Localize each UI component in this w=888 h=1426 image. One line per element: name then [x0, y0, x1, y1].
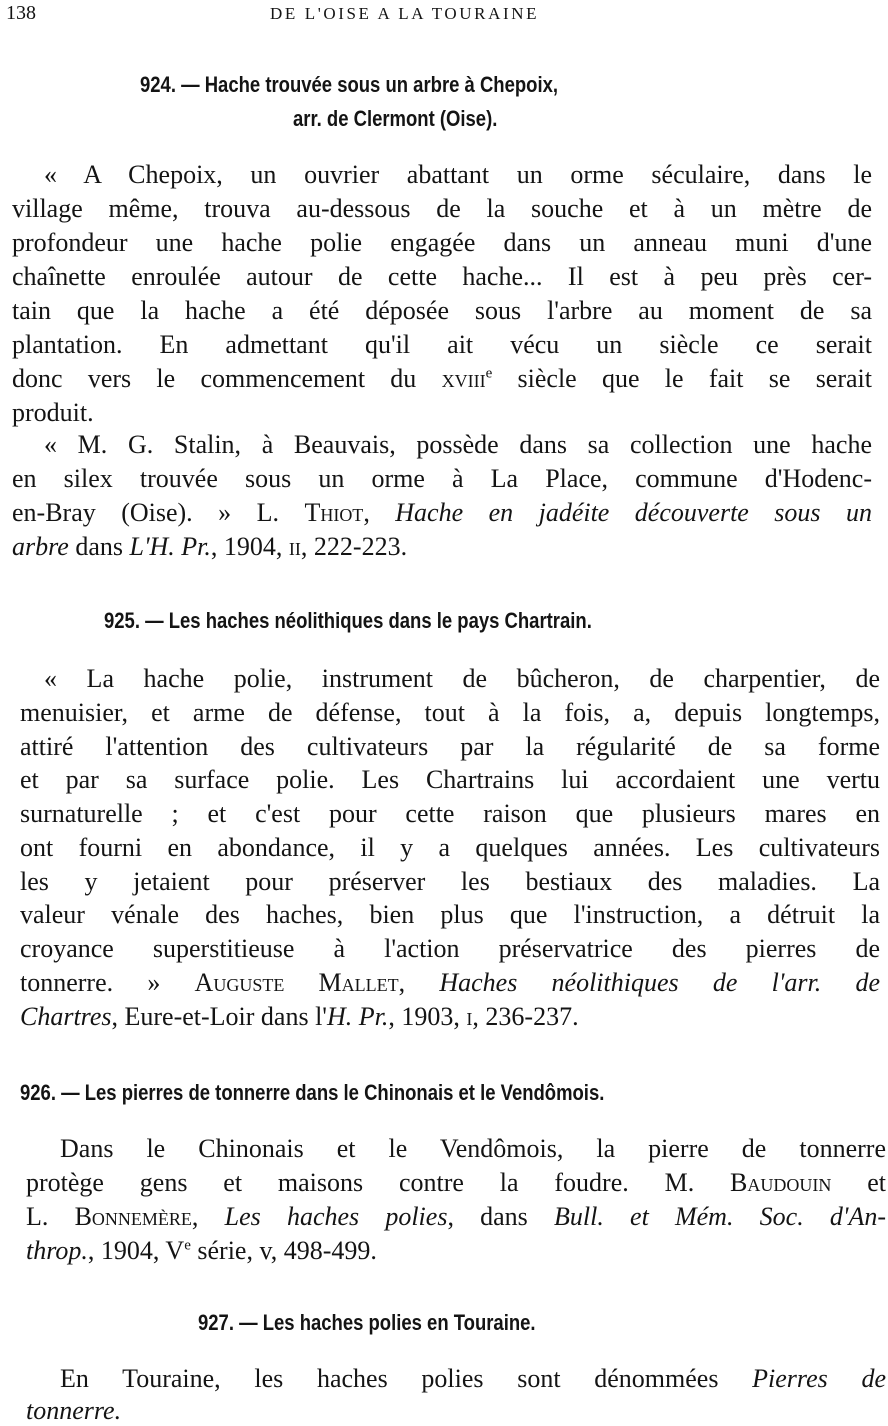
journal-name: throp. [26, 1236, 88, 1265]
section-924-line: profondeur une hache polie engagée dans un anneau muni d'une [12, 228, 872, 257]
section-924-line: produit. [12, 398, 94, 427]
section-926-line [26, 1236, 377, 1266]
text-run: , 1904, [210, 532, 289, 561]
author-name: Thiot [304, 498, 364, 527]
text-run: , Eure-et-Loir dans l' [111, 1002, 327, 1031]
section-924-line: chaînette enroulée autour de cette hache... Il est à peu près cer- [12, 262, 872, 291]
author-name: Bonnemère [74, 1202, 192, 1231]
text-run: siècle que le fait se serait [492, 364, 872, 393]
section-925-line: attiré l'attention des cultivateurs par la régularité de sa forme [20, 732, 880, 761]
section-925-line [20, 1002, 579, 1032]
section-927-title: 927. — Les haches polies en Touraine. [198, 1310, 536, 1335]
superscript: e [485, 365, 493, 382]
text-run: , 222-223. [300, 532, 408, 561]
section-925-title: 925. — Les haches néolithiques dans le pays Chartrain. [104, 608, 592, 633]
text-run: série, v, 498-499. [190, 1236, 377, 1265]
running-title: DE L'OISE A LA TOURAINE [270, 4, 540, 23]
section-924-line [12, 498, 872, 528]
text-run: tonnerre. » [20, 968, 195, 997]
section-925-line: « La hache polie, instrument de bûcheron, de charpentier, de [44, 664, 880, 693]
text-run: , 1904, V [87, 1236, 185, 1265]
section-924-title-line1: 924. — Hache trouvée sous un arbre à Chepoix, [140, 72, 559, 97]
volume-numeral: i [466, 1002, 473, 1031]
section-924-line: tain que la hache a été déposée sous l'arbre au moment de sa [12, 296, 872, 325]
text-run: , 1903, [388, 1002, 467, 1031]
section-927-line [60, 1364, 886, 1394]
text-run: , [363, 498, 396, 527]
text-run: , dans [447, 1202, 554, 1231]
text-run: et [831, 1168, 886, 1197]
text-run: donc vers le commencement du [12, 364, 442, 393]
author-name: Baudouin [730, 1168, 832, 1197]
section-924-line [12, 532, 407, 562]
section-925-line: les y jetaient pour préserver les bestiaux des maladies. La [20, 867, 880, 896]
page-number: 138 [6, 2, 36, 24]
section-924-line: plantation. En admettant qu'il ait vécu un siècle ce serait [12, 330, 872, 359]
volume-numeral: ii [288, 532, 301, 561]
section-925-line: menuisier, et arme de défense, tout à la fois, a, depuis longtemps, [20, 698, 880, 727]
journal-name: Bull. et Mém. Soc. d'An- [554, 1202, 886, 1231]
journal-name: L'H. Pr. [129, 532, 211, 561]
text-run: dans [68, 532, 130, 561]
work-title: Hache en jadéite découverte sous un [395, 498, 872, 527]
section-924-line: « A Chepoix, un ouvrier abattant un orme séculaire, dans le [44, 160, 872, 189]
section-926-line [26, 1168, 886, 1198]
section-925-line: ont fourni en abondance, il y a quelques années. Les cultivateurs [20, 833, 880, 862]
journal-name: H. Pr. [327, 1002, 389, 1031]
section-926-line [26, 1202, 886, 1232]
section-924-line: en silex trouvée sous un orme à La Place, commune d'Hodenc- [12, 464, 872, 493]
text-run: , [398, 968, 440, 997]
section-924-line: « M. G. Stalin, à Beauvais, possède dans sa collection une hache [44, 430, 872, 459]
section-925-line: surnaturelle ; et c'est pour cette raison que plusieurs mares en [20, 799, 880, 828]
work-title: arbre [12, 532, 69, 561]
section-924-line [12, 364, 872, 394]
superscript: e [184, 1237, 191, 1254]
term: Pierres de [752, 1364, 886, 1393]
section-925-line: croyance superstitieuse à l'action préservatrice des pierres de [20, 934, 880, 963]
section-926-title: 926. — Les pierres de tonnerre dans le Chinonais et le Vendômois. [20, 1080, 605, 1105]
text-run: , [191, 1202, 225, 1231]
section-925-line: et par sa surface polie. Les Chartrains lui accordaient une vertu [20, 765, 880, 794]
section-925-line: valeur vénale des haches, bien plus que l'instruction, a détruit la [20, 900, 880, 929]
work-title: Chartres [20, 1002, 112, 1031]
text-run: En Touraine, les haches polies sont dénommées [60, 1364, 753, 1393]
section-926-line: Dans le Chinonais et le Vendômois, la pierre de tonnerre [60, 1134, 886, 1163]
work-title: Haches néolithiques de l'arr. de [439, 968, 880, 997]
term: tonnerre. [26, 1396, 122, 1425]
work-title: Les haches polies [224, 1202, 448, 1231]
text-run: , 236-237. [472, 1002, 579, 1031]
section-925-line [20, 968, 880, 998]
text-run: en-Bray (Oise). » L. [12, 498, 305, 527]
century-numeral: xviii [441, 364, 486, 393]
author-name: Auguste Mallet [194, 968, 399, 997]
text-run: protège gens et maisons contre la foudre. M. [26, 1168, 731, 1197]
section-924-line: village même, trouva au-dessous de la souche et à un mètre de [12, 194, 872, 223]
text-run: L. [26, 1202, 75, 1231]
section-924-title-line2: arr. de Clermont (Oise). [293, 106, 498, 131]
